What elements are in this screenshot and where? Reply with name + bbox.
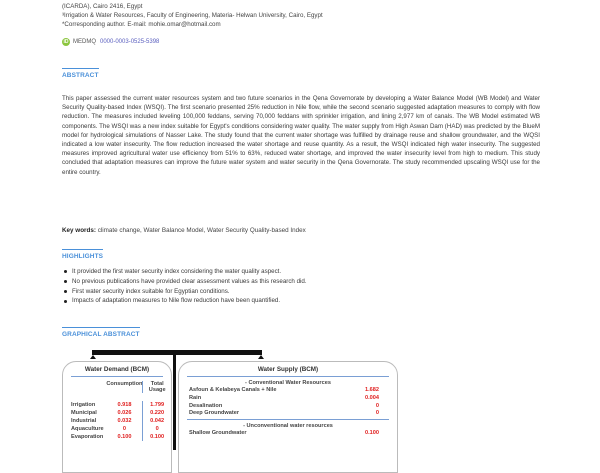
consumption-value: 0.100 bbox=[117, 434, 132, 440]
row-label: Deep Groundwater bbox=[189, 410, 240, 417]
consumption-value: 0.032 bbox=[117, 418, 132, 424]
keywords-label: Key words: bbox=[62, 227, 96, 234]
demand-row bbox=[63, 425, 171, 433]
consumption-value: 0.918 bbox=[117, 402, 132, 408]
demand-row bbox=[63, 433, 171, 441]
row-label: Evaporation bbox=[71, 434, 104, 440]
row-label: Irrigation bbox=[71, 402, 96, 408]
water-demand-box bbox=[62, 361, 172, 473]
abstract-text: This paper assessed the current water resources system and two future scenarios in the Qena Governorate by developing a Water Balance Model (WB Model) and Water Security Quality-based Index (WSQI). The first scenario presented 25% reduction in Nile flow, while the second scenario suggested adaptation measures to comply with flow reduction. The measures included leveling 100,000 feddans, serving 70,000 feddans with sprinkler irrigation, and lining 2,977 km of canals. The WB Model estimated WB components. The WSQI was a new index suitable for Egypt's conditions considering water quality. The water supply from High Aswan Dam (HAD) was predicted by the BlueM model for hydrological simulations of Nasser Lake. The study found that the current water shortage was fulfilled by drainage reuse and shallow groundwater, and the WQSI indicated a low water insecurity. The flow reduction increased the water shortage and reuse quantity. As a result, the WSQI indicated high water insecurity. The suggested measures improved agricultural water use efficiency from 51% to 63%, reduced water shortage, and improved the water insecurity level from high to medium. This study concluded that adaptation measures can improve the future water system and water security in the Qena Governorate. The study recommended upscaling WSQI use for the entire country. bbox=[62, 95, 540, 176]
supply-row bbox=[179, 430, 397, 438]
total-value: 0.042 bbox=[142, 417, 171, 425]
supply-row bbox=[179, 403, 397, 411]
highlight-item: No previous publications have provided clear assessment values as this research did. bbox=[62, 277, 307, 287]
demand-row bbox=[63, 417, 171, 425]
supply-row bbox=[179, 395, 397, 403]
supply-value: 0 bbox=[375, 410, 379, 417]
row-label: Industrial bbox=[71, 418, 97, 424]
corresponding-author: *Corresponding author. E-mail: mohie.omar@hotmail.com bbox=[62, 21, 221, 28]
demand-title: Water Demand (BCM) bbox=[71, 366, 163, 377]
highlights-list bbox=[62, 267, 307, 306]
row-label: Desalination bbox=[189, 402, 223, 409]
total-value: 0 bbox=[142, 425, 171, 433]
highlight-item: It provided the first water security index considering the water quality aspect. bbox=[62, 267, 307, 277]
arrow-down-icon bbox=[258, 355, 264, 359]
supply-title: Water Supply (BCM) bbox=[187, 366, 389, 377]
total-value: 0.220 bbox=[142, 409, 171, 417]
orcid-id[interactable]: 0000-0003-0525-5398 bbox=[100, 39, 160, 45]
orcid-link[interactable] bbox=[62, 38, 159, 46]
abstract-heading: ABSTRACT bbox=[62, 72, 99, 79]
supply-value: 0 bbox=[375, 402, 379, 409]
highlight-item: Impacts of adaptation measures to Nile flow reduction have been quantified. bbox=[62, 296, 307, 306]
consumption-value: 0 bbox=[122, 426, 127, 432]
divider bbox=[187, 419, 389, 420]
supply-row bbox=[179, 387, 397, 395]
conventional-label: - Conventional Water Resources bbox=[245, 380, 331, 386]
demand-row bbox=[63, 401, 171, 409]
keywords-value: climate change, Water Balance Model, Water Security Quality-based Index bbox=[95, 227, 306, 234]
row-label: Municipal bbox=[71, 410, 97, 416]
graphical-abstract bbox=[62, 350, 402, 450]
row-label: Asfoun & Kelabeya Canals + Nile bbox=[189, 387, 277, 393]
water-supply-box bbox=[178, 361, 398, 473]
affiliation-line: ³Irrigation & Water Resources, Faculty of Engineering, Materia- Helwan University, Cairo, Egypt bbox=[62, 12, 323, 19]
col-consumption: Consumption bbox=[106, 381, 143, 387]
supply-value: 0.100 bbox=[365, 430, 379, 437]
graphical-abstract-heading: GRAPHICAL ABSTRACT bbox=[62, 331, 140, 338]
orcid-name: MEDMQ bbox=[73, 39, 96, 45]
total-value: 1.799 bbox=[142, 401, 171, 409]
consumption-value: 0.026 bbox=[117, 410, 132, 416]
unconventional-label: - Unconventional water resources bbox=[243, 423, 333, 430]
arrow-down-icon bbox=[90, 355, 96, 359]
row-label: Aquaculture bbox=[71, 426, 104, 432]
demand-row bbox=[63, 409, 171, 417]
orcid-icon: iD bbox=[63, 39, 69, 45]
demand-header bbox=[63, 381, 171, 393]
highlight-item: First water security index suitable for Egyptian conditions. bbox=[62, 287, 307, 297]
keywords bbox=[62, 227, 306, 234]
total-value: 0.100 bbox=[142, 433, 171, 441]
affiliation-line: (ICARDA), Cairo 2416, Egypt bbox=[62, 3, 143, 10]
row-label: Rain bbox=[189, 394, 202, 401]
row-label: Shallow Groundwater bbox=[189, 430, 247, 437]
highlights-heading: HIGHLIGHTS bbox=[62, 253, 104, 260]
connector-stem bbox=[173, 353, 176, 450]
connector-bar bbox=[92, 350, 262, 355]
col-total-usage: Total Usage bbox=[142, 381, 171, 393]
supply-value: 0.004 bbox=[365, 394, 379, 401]
supply-row bbox=[179, 410, 397, 418]
supply-value: 1.682 bbox=[365, 387, 379, 393]
